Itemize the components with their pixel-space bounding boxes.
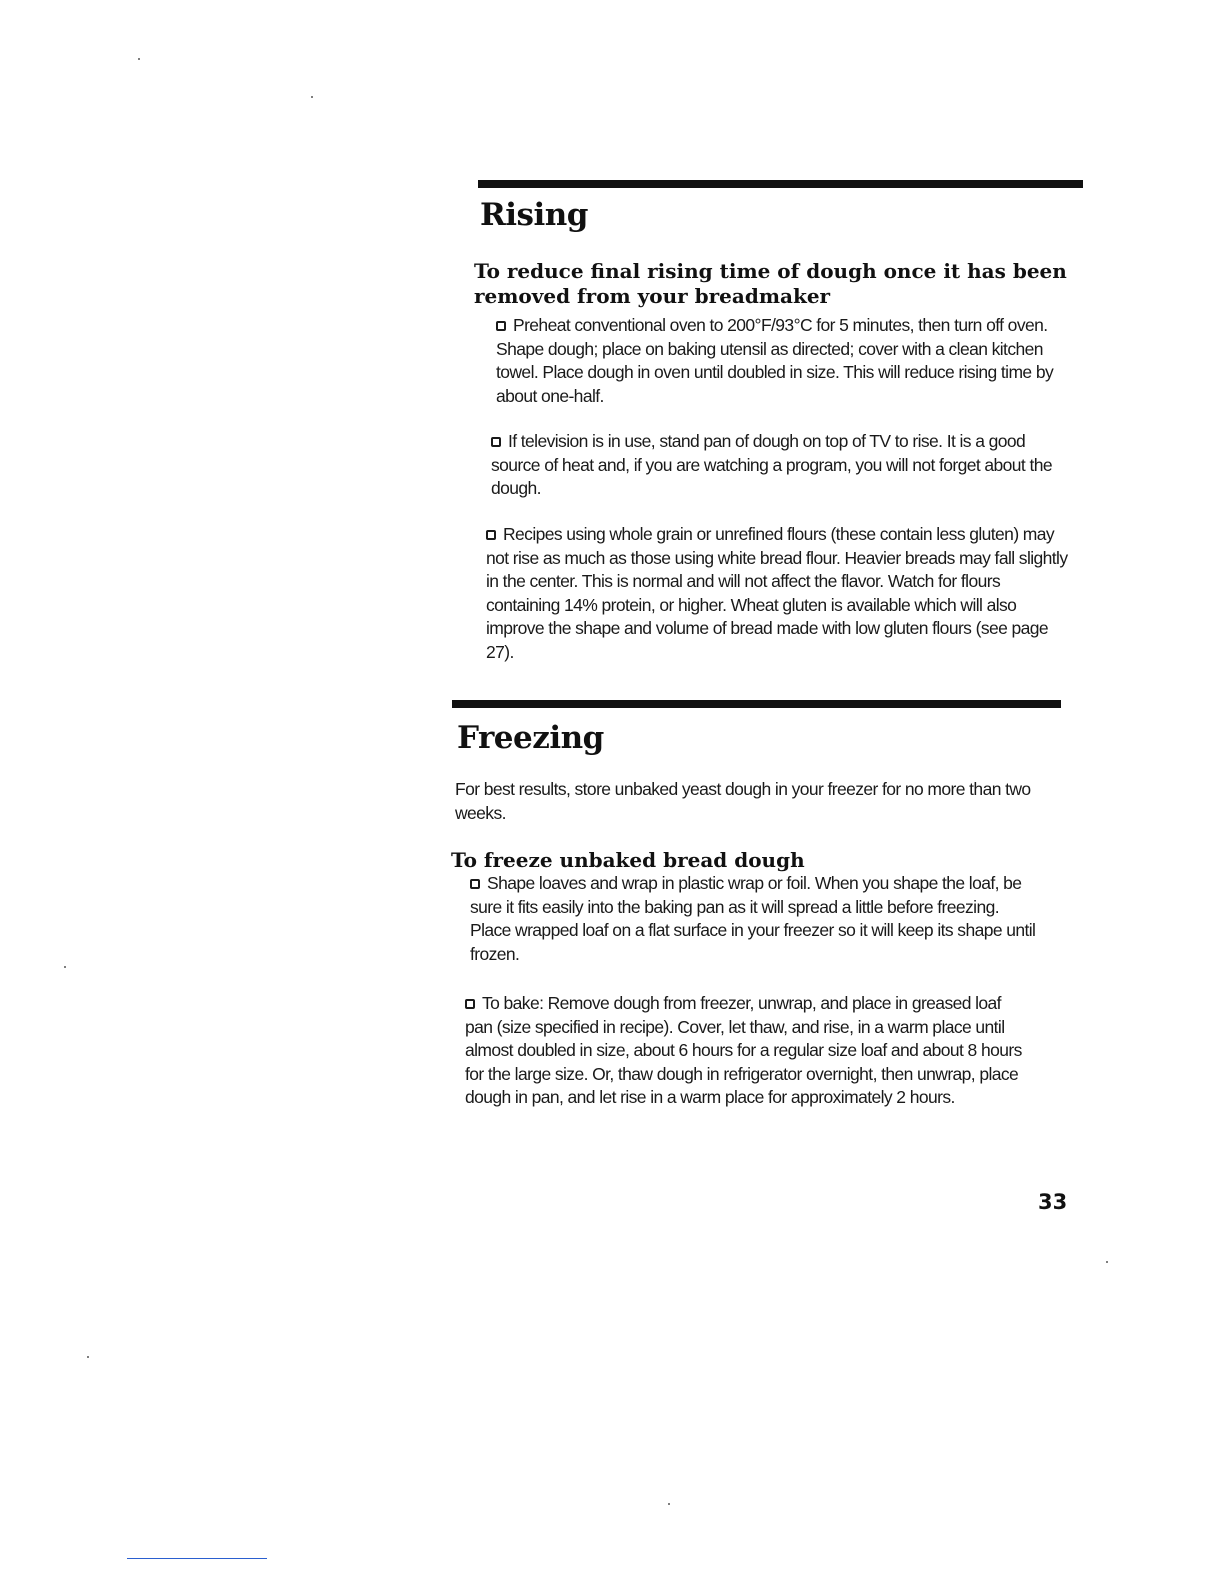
- checkbox-bullet-icon: [465, 999, 475, 1009]
- rising-tip-1: [496, 314, 1078, 408]
- freezing-tip-1: [470, 872, 1040, 966]
- checkbox-bullet-icon: [486, 530, 496, 540]
- rising-section-rule: [478, 180, 1083, 188]
- rising-tip-2-text: If television is in use, stand pan of dough on top of TV to rise. It is a good source of heat and, if you are watching a program, you will not forget about the dough.: [491, 431, 1052, 498]
- freezing-section-rule: [452, 700, 1061, 708]
- freezing-intro: For best results, store unbaked yeast dough in your freezer for no more than two weeks.: [455, 779, 1031, 823]
- scan-speck: [668, 1503, 670, 1505]
- scan-speck: [1106, 1261, 1108, 1263]
- freezing-subhead: To freeze unbaked bread dough: [451, 848, 805, 872]
- freezing-tip-2: [465, 992, 1030, 1110]
- rising-tip-3-text: Recipes using whole grain or unrefined flours (these contain less gluten) may not rise as much as those using white bread flour. Heavier breads may fall slightly in the center. This is normal and will not affect the flavor. Watch for flours containing 14% protein, or higher. Wheat gluten is available which will also improve the shape and volume of bread made with low gluten flours (see page 27).: [486, 524, 1068, 662]
- rising-subhead: To reduce final rising time of dough once it has been removed from your breadmaker: [474, 259, 1067, 308]
- scan-speck: [87, 1356, 89, 1358]
- checkbox-bullet-icon: [470, 879, 480, 889]
- freezing-tip-2-text: To bake: Remove dough from freezer, unwrap, and place in greased loaf pan (size specified in recipe). Cover, let thaw, and rise, in a warm place until almost doubled in size, about 6 hours for a regular size loaf and about 8 hours for the large size. Or, thaw dough in refrigerator overnight, then unwrap, place dough in pan, and let rise in a warm place for approximately 2 hours.: [465, 993, 1022, 1107]
- freezing-tip-1-text: Shape loaves and wrap in plastic wrap or foil. When you shape the loaf, be sure it fits easily into the baking pan as it will spread a little before freezing. Place wrapped loaf on a flat surface in your freezer so it will keep its shape until frozen.: [470, 873, 1036, 964]
- scan-speck: [311, 96, 313, 98]
- checkbox-bullet-icon: [496, 321, 506, 331]
- rising-tip-2: [491, 430, 1063, 501]
- page-number: 33: [1038, 1190, 1068, 1214]
- scan-speck: [64, 966, 66, 968]
- freezing-section-title: Freezing: [457, 720, 604, 756]
- rising-section-title: Rising: [480, 197, 588, 233]
- rising-tip-3: [486, 523, 1068, 664]
- scan-speck: [138, 58, 140, 60]
- rising-tip-1-text: Preheat conventional oven to 200°F/93°C for 5 minutes, then turn off oven. Shape dough; place on baking utensil as directed; cover with a clean kitchen towel. Place dough in oven until doubled in size. This will reduce rising time by about one-half.: [496, 315, 1054, 406]
- checkbox-bullet-icon: [491, 437, 501, 447]
- footer-line: [127, 1558, 267, 1559]
